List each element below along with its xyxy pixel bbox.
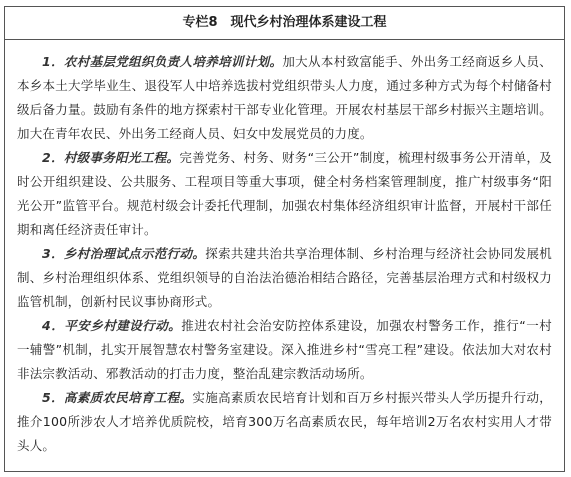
item-3-text: 探索共建共治共享治理体制、乡村治理与经济社会协同发展机制、乡村治理组织体系、党组织领导的自治法治德治相结合路径，完善基层治理方式和村级权力监管机制，创新村民议事协商形式。 [17, 246, 552, 309]
item-2-heading: 2．村级事务阳光工程。 [42, 150, 180, 165]
item-1-heading: 1．农村基层党组织负责人培养培训计划。 [42, 54, 283, 69]
item-2 [17, 146, 552, 242]
item-4-heading: 4．平安乡村建设行动。 [42, 318, 182, 333]
item-5-text: 实施高素质农民培育计划和百万乡村振兴带头人学历提升行动，推介100所涉农人才培养优质院校，培育300万名高素质农民，每年培训2万名农村实用人才带头人。 [17, 390, 552, 453]
column-title: 专栏8 现代乡村治理体系建设工程 [5, 7, 564, 40]
item-1-text: 加大从本村致富能手、外出务工经商返乡人员、本乡本土大学毕业生、退役军人中培养选拔村党组织带头人力度，通过多种方式为每个村储备村级后备力量。鼓励有条件的地方探索村干部专业化管理。开展农村基层干部乡村振兴主题培训。加大在青年农民、外出务工经商人员、妇女中发展党员的力度。 [17, 54, 553, 141]
item-5-heading: 5．高素质农民培育工程。 [42, 390, 193, 405]
item-3 [17, 242, 552, 314]
column-content [5, 40, 564, 458]
item-4-text: 推进农村社会治安防控体系建设，加强农村警务工作，推行“一村一辅警”机制，扎实开展智慧农村警务室建设。深入推进乡村“雪亮工程”建设。依法加大对农村非法宗教活动、邪教活动的打击力度，整治乱建宗教活动场所。 [17, 318, 552, 381]
item-5 [17, 386, 552, 458]
item-3-heading: 3．乡村治理试点示范行动。 [42, 246, 206, 261]
item-2-text: 完善党务、村务、财务“三公开”制度，梳理村级事务公开清单，及时公开组织建设、公共服务、工程项目等重大事项，健全村务档案管理制度，推广村级事务“阳光公开”监管平台。规范村级会计委托代理制，加强农村集体经济组织审计监督，开展村干部任期和离任经济责任审计。 [17, 150, 552, 237]
column-box [4, 6, 565, 472]
item-4 [17, 314, 552, 386]
item-1 [17, 50, 552, 146]
